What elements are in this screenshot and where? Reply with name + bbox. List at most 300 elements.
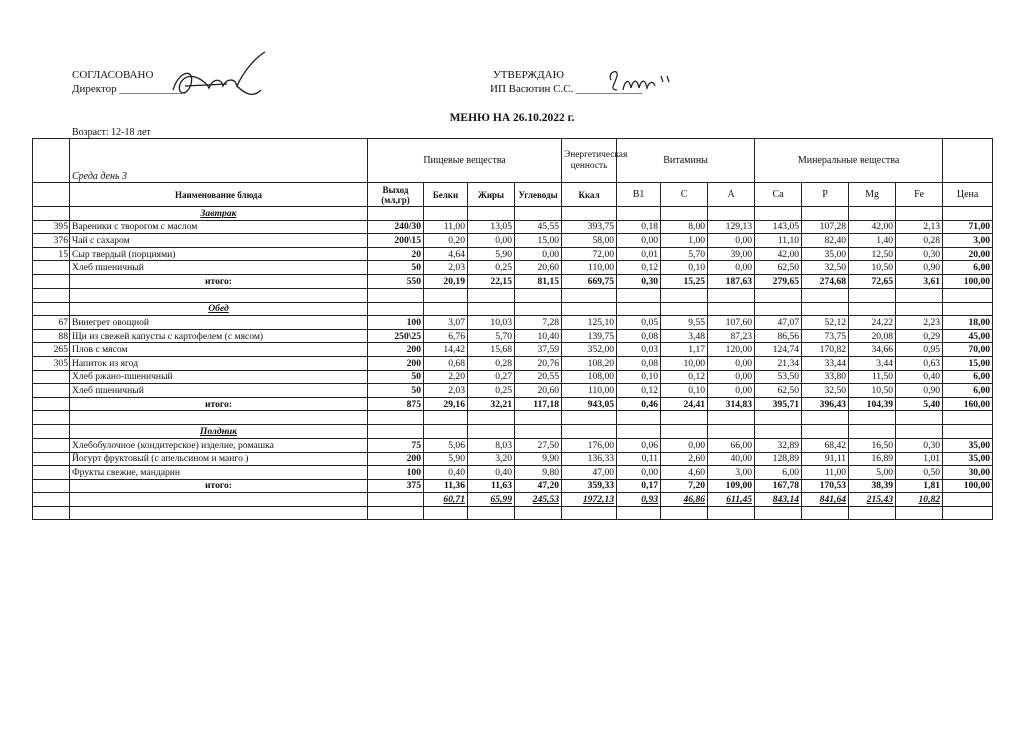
dish-ca: 53,50	[755, 370, 802, 384]
empty-cell	[617, 425, 661, 439]
dish-ph: 33,44	[802, 356, 849, 370]
empty-cell	[562, 411, 617, 425]
dish-ph: 32,50	[802, 261, 849, 275]
dish-vc: 1,17	[661, 343, 708, 357]
empty-cell	[802, 207, 849, 221]
dish-fe: 0,50	[896, 466, 943, 480]
dish-ca: 128,89	[755, 452, 802, 466]
empty-cell	[515, 302, 562, 316]
table-row	[33, 452, 993, 466]
total-f: 22,15	[468, 274, 515, 288]
dish-f: 0,28	[468, 356, 515, 370]
table-row	[33, 343, 993, 357]
dish-vc: 3,48	[661, 329, 708, 343]
empty-cell	[33, 274, 70, 288]
dish-mg: 42,00	[849, 220, 896, 234]
empty-cell	[368, 425, 424, 439]
dish-ph: 107,28	[802, 220, 849, 234]
col-header-a: A	[708, 183, 755, 207]
recipe-code: 15	[33, 247, 70, 261]
dish-price: 3,00	[943, 234, 993, 248]
dish-b1: 0,05	[617, 316, 661, 330]
col-header-name: Наименование блюда	[70, 183, 368, 207]
meal-total-row	[33, 479, 993, 493]
dish-p: 3,07	[424, 316, 468, 330]
dish-mg: 5,00	[849, 466, 896, 480]
dish-c: 15,00	[515, 234, 562, 248]
director-label: Директор ____________	[72, 83, 186, 95]
dish-name: Плов с мясом	[70, 343, 368, 357]
dish-p: 0,68	[424, 356, 468, 370]
dish-f: 8,03	[468, 438, 515, 452]
empty-cell	[424, 288, 468, 302]
dish-c: 20,60	[515, 384, 562, 398]
spacer-row	[33, 411, 993, 425]
dish-price: 6,00	[943, 370, 993, 384]
col-header-protein: Белки	[424, 183, 468, 207]
dish-mg: 24,22	[849, 316, 896, 330]
dish-f: 0,40	[468, 466, 515, 480]
dish-b1: 0,06	[617, 438, 661, 452]
dish-price: 20,00	[943, 247, 993, 261]
total-va: 187,63	[708, 274, 755, 288]
dish-b1: 0,12	[617, 384, 661, 398]
dish-va: 0,00	[708, 234, 755, 248]
col-header-fe: Fe	[896, 183, 943, 207]
dish-ph: 33,80	[802, 370, 849, 384]
grand-total-va: 611,45	[708, 493, 755, 507]
dish-b1: 0,08	[617, 356, 661, 370]
empty-cell	[896, 207, 943, 221]
dish-yield: 100	[368, 466, 424, 480]
dish-ca: 21,34	[755, 356, 802, 370]
total-f: 32,21	[468, 397, 515, 411]
total-vc: 24,41	[661, 397, 708, 411]
dish-p: 2,20	[424, 370, 468, 384]
empty-cell	[661, 302, 708, 316]
dish-kcal: 47,00	[562, 466, 617, 480]
empty-cell	[943, 411, 993, 425]
empty-cell	[661, 506, 708, 520]
table-row	[33, 438, 993, 452]
dish-name: Вареники с творогом с маслом	[70, 220, 368, 234]
dish-c: 7,28	[515, 316, 562, 330]
empty-cell	[617, 302, 661, 316]
dish-kcal: 108,20	[562, 356, 617, 370]
recipe-code: 265	[33, 343, 70, 357]
empty-cell	[562, 302, 617, 316]
total-va: 314,83	[708, 397, 755, 411]
meal-total-row	[33, 397, 993, 411]
empty-cell	[368, 506, 424, 520]
total-va: 109,00	[708, 479, 755, 493]
dish-name: Сыр твердый (порциями)	[70, 247, 368, 261]
dish-mg: 20,08	[849, 329, 896, 343]
dish-b1: 0,12	[617, 261, 661, 275]
col-header-carbs: Углеводы	[515, 183, 562, 207]
dish-c: 9,90	[515, 452, 562, 466]
empty-cell	[468, 207, 515, 221]
dish-kcal: 125,10	[562, 316, 617, 330]
dish-name: Хлебобулочное (кондитерское) изделие, ромашка	[70, 438, 368, 452]
grand-total-b1: 0,93	[617, 493, 661, 507]
empty-cell	[802, 425, 849, 439]
empty-cell	[33, 479, 70, 493]
dish-fe: 1,01	[896, 452, 943, 466]
empty-cell	[424, 425, 468, 439]
dish-fe: 0,90	[896, 261, 943, 275]
dish-p: 5,90	[424, 452, 468, 466]
total-vc: 7,20	[661, 479, 708, 493]
grand-total-f: 65,99	[468, 493, 515, 507]
table-row	[33, 466, 993, 480]
dish-ph: 11,00	[802, 466, 849, 480]
dish-c: 37,59	[515, 343, 562, 357]
grand-total-fe: 10,82	[896, 493, 943, 507]
total-f: 11,63	[468, 479, 515, 493]
empty-cell	[424, 506, 468, 520]
empty-cell	[896, 411, 943, 425]
total-b1: 0,46	[617, 397, 661, 411]
dish-yield: 200	[368, 356, 424, 370]
empty-cell	[661, 411, 708, 425]
dish-fe: 0,40	[896, 370, 943, 384]
total-price: 100,00	[943, 479, 993, 493]
dish-vc: 0,00	[661, 438, 708, 452]
empty-cell	[617, 207, 661, 221]
empty-cell	[896, 288, 943, 302]
empty-cell	[368, 302, 424, 316]
empty-cell	[755, 288, 802, 302]
empty-cell	[943, 506, 993, 520]
empty-cell	[943, 302, 993, 316]
dish-vc: 4,60	[661, 466, 708, 480]
dish-va: 0,00	[708, 356, 755, 370]
dish-c: 20,76	[515, 356, 562, 370]
total-mg: 38,39	[849, 479, 896, 493]
col-header-p: P	[802, 183, 849, 207]
recipe-code: 67	[33, 316, 70, 330]
dish-yield: 20	[368, 247, 424, 261]
empty-cell	[33, 397, 70, 411]
dish-va: 129,13	[708, 220, 755, 234]
dish-vc: 10,00	[661, 356, 708, 370]
dish-kcal: 108,00	[562, 370, 617, 384]
vitamins-group-header: Витамины	[617, 139, 755, 183]
dish-name: Хлеб пшеничный	[70, 261, 368, 275]
dish-p: 0,40	[424, 466, 468, 480]
dish-p: 0,20	[424, 234, 468, 248]
table-row	[33, 316, 993, 330]
dish-vc: 0,12	[661, 370, 708, 384]
empty-cell	[368, 411, 424, 425]
empty-cell	[849, 425, 896, 439]
empty-cell	[33, 506, 70, 520]
empty-cell	[849, 506, 896, 520]
dish-kcal: 352,00	[562, 343, 617, 357]
dish-kcal: 139,75	[562, 329, 617, 343]
approver-label: ИП Васютин С.С. ____________	[490, 83, 643, 95]
dish-ca: 124,74	[755, 343, 802, 357]
empty-cell	[755, 302, 802, 316]
dish-c: 10,40	[515, 329, 562, 343]
dish-ph: 68,42	[802, 438, 849, 452]
col-header-fat: Жиры	[468, 183, 515, 207]
empty-cell	[708, 425, 755, 439]
empty-cell	[755, 411, 802, 425]
dish-b1: 0,10	[617, 370, 661, 384]
dish-fe: 0,29	[896, 329, 943, 343]
empty-cell	[617, 411, 661, 425]
dish-vc: 8,00	[661, 220, 708, 234]
dish-ph: 91,11	[802, 452, 849, 466]
dish-yield: 200	[368, 343, 424, 357]
empty-cell	[424, 411, 468, 425]
dish-f: 13,05	[468, 220, 515, 234]
dish-c: 20,55	[515, 370, 562, 384]
agreed-label: СОГЛАСОВАНО	[72, 69, 154, 81]
dish-fe: 0,30	[896, 438, 943, 452]
dish-vc: 0,10	[661, 261, 708, 275]
dish-yield: 250\25	[368, 329, 424, 343]
dish-f: 0,00	[468, 234, 515, 248]
dish-price: 35,00	[943, 452, 993, 466]
dish-ph: 170,82	[802, 343, 849, 357]
dish-va: 0,00	[708, 261, 755, 275]
menu-table-body	[33, 207, 993, 520]
total-p: 20,19	[424, 274, 468, 288]
dish-ca: 11,10	[755, 234, 802, 248]
empty-cell	[849, 207, 896, 221]
total-b1: 0,17	[617, 479, 661, 493]
empty-cell	[755, 506, 802, 520]
dish-name: Щи из свежей капусты с картофелем (с мясом)	[70, 329, 368, 343]
empty-cell	[515, 288, 562, 302]
recipe-code: 376	[33, 234, 70, 248]
approver-signature-icon	[605, 66, 675, 96]
empty-cell	[562, 288, 617, 302]
dish-vc: 0,10	[661, 384, 708, 398]
empty-cell	[33, 411, 70, 425]
age-label: Возраст: 12-18 лет	[72, 127, 151, 138]
empty-cell	[661, 207, 708, 221]
dish-name: Фрукты свежие, мандарин	[70, 466, 368, 480]
total-yield: 550	[368, 274, 424, 288]
dish-p: 14,42	[424, 343, 468, 357]
total-mg: 72,65	[849, 274, 896, 288]
dish-ca: 143,05	[755, 220, 802, 234]
dish-ca: 62,50	[755, 384, 802, 398]
empty-cell	[515, 425, 562, 439]
menu-title: МЕНЮ НА 26.10.2022 г.	[449, 112, 575, 124]
col-header-c: C	[661, 183, 708, 207]
dish-fe: 0,30	[896, 247, 943, 261]
dish-yield: 75	[368, 438, 424, 452]
dish-c: 0,00	[515, 247, 562, 261]
grand-total-row	[33, 493, 993, 507]
empty-cell	[70, 288, 368, 302]
dish-kcal: 72,00	[562, 247, 617, 261]
dish-kcal: 176,00	[562, 438, 617, 452]
table-group-header	[33, 139, 993, 183]
dish-price: 6,00	[943, 384, 993, 398]
spacer-row	[33, 288, 993, 302]
dish-name: Винегрет овощной	[70, 316, 368, 330]
empty-cell	[562, 506, 617, 520]
empty-cell	[562, 207, 617, 221]
total-kcal: 669,75	[562, 274, 617, 288]
grand-total-kcal: 1972,13	[562, 493, 617, 507]
empty-cell	[755, 425, 802, 439]
empty-cell	[368, 288, 424, 302]
empty-cell	[515, 411, 562, 425]
empty-cell	[368, 493, 424, 507]
dish-yield: 100	[368, 316, 424, 330]
empty-cell	[468, 425, 515, 439]
total-fe: 1,81	[896, 479, 943, 493]
empty-cell	[515, 506, 562, 520]
dish-mg: 16,89	[849, 452, 896, 466]
director-role: Директор	[72, 83, 117, 95]
minerals-group-header: Минеральные вещества	[755, 139, 943, 183]
empty-cell	[943, 288, 993, 302]
dish-vc: 2,60	[661, 452, 708, 466]
dish-ph: 82,40	[802, 234, 849, 248]
total-label: итого:	[70, 397, 368, 411]
recipe-code	[33, 261, 70, 275]
meal-name: Завтрак	[70, 207, 368, 221]
dish-price: 70,00	[943, 343, 993, 357]
dish-c: 45,55	[515, 220, 562, 234]
total-ca: 279,65	[755, 274, 802, 288]
grand-total-c: 245,53	[515, 493, 562, 507]
dish-price: 30,00	[943, 466, 993, 480]
empty-cell	[468, 302, 515, 316]
empty-cell	[33, 288, 70, 302]
empty-cell	[802, 506, 849, 520]
empty-cell	[708, 506, 755, 520]
dish-f: 0,25	[468, 384, 515, 398]
dish-va: 87,23	[708, 329, 755, 343]
table-row	[33, 261, 993, 275]
dish-price: 35,00	[943, 438, 993, 452]
col-header-kcal: Ккал	[562, 183, 617, 207]
dish-ca: 47,07	[755, 316, 802, 330]
dish-yield: 50	[368, 261, 424, 275]
dish-ca: 62,50	[755, 261, 802, 275]
approver-role: ИП Васютин С.С.	[490, 83, 574, 95]
grand-total-p: 60,71	[424, 493, 468, 507]
dish-mg: 1,40	[849, 234, 896, 248]
dish-kcal: 393,75	[562, 220, 617, 234]
grand-total-ph: 841,64	[802, 493, 849, 507]
dish-va: 0,00	[708, 384, 755, 398]
dish-va: 3,00	[708, 466, 755, 480]
dish-yield: 50	[368, 370, 424, 384]
empty-cell	[424, 302, 468, 316]
dish-price: 45,00	[943, 329, 993, 343]
total-ca: 395,71	[755, 397, 802, 411]
empty-cell	[896, 425, 943, 439]
recipe-code: 395	[33, 220, 70, 234]
dish-b1: 0,00	[617, 466, 661, 480]
dish-b1: 0,01	[617, 247, 661, 261]
meal-name: Полдник	[70, 425, 368, 439]
dish-ph: 35,00	[802, 247, 849, 261]
dish-f: 5,70	[468, 329, 515, 343]
dish-name: Хлеб ржано-пшеничный	[70, 370, 368, 384]
total-yield: 875	[368, 397, 424, 411]
grand-total-ca: 843,14	[755, 493, 802, 507]
dish-f: 15,68	[468, 343, 515, 357]
spacer-row	[33, 506, 993, 520]
empty-cell	[708, 288, 755, 302]
recipe-code	[33, 438, 70, 452]
empty-cell	[70, 506, 368, 520]
empty-cell	[943, 425, 993, 439]
recipe-code	[33, 384, 70, 398]
dish-yield: 50	[368, 384, 424, 398]
dish-ph: 32,50	[802, 384, 849, 398]
total-ca: 167,78	[755, 479, 802, 493]
dish-b1: 0,03	[617, 343, 661, 357]
total-fe: 5,40	[896, 397, 943, 411]
total-c: 47,20	[515, 479, 562, 493]
empty-cell	[661, 288, 708, 302]
table-row	[33, 220, 993, 234]
dish-ca: 86,56	[755, 329, 802, 343]
empty-cell	[661, 425, 708, 439]
recipe-code: 88	[33, 329, 70, 343]
dish-fe: 0,95	[896, 343, 943, 357]
meal-header-row	[33, 425, 993, 439]
total-label: итого:	[70, 274, 368, 288]
dish-price: 6,00	[943, 261, 993, 275]
approve-label: УТВЕРЖДАЮ	[493, 69, 564, 81]
energy-group-header: Энергетическая ценность	[562, 139, 617, 183]
empty-cell	[896, 302, 943, 316]
empty-cell	[468, 506, 515, 520]
dish-kcal: 136,33	[562, 452, 617, 466]
dish-f: 10,03	[468, 316, 515, 330]
dish-mg: 16,50	[849, 438, 896, 452]
dish-c: 27,50	[515, 438, 562, 452]
empty-cell	[33, 207, 70, 221]
dish-f: 0,27	[468, 370, 515, 384]
dish-b1: 0,08	[617, 329, 661, 343]
empty-cell	[802, 288, 849, 302]
empty-cell	[33, 493, 70, 507]
total-label: итого:	[70, 479, 368, 493]
meal-header-row	[33, 302, 993, 316]
dish-va: 40,00	[708, 452, 755, 466]
col-header-yield: Выход (мл,гр)	[368, 183, 424, 207]
dish-p: 2,03	[424, 261, 468, 275]
dish-vc: 9,55	[661, 316, 708, 330]
dish-mg: 34,66	[849, 343, 896, 357]
total-price: 160,00	[943, 397, 993, 411]
dish-kcal: 110,00	[562, 384, 617, 398]
empty-cell	[943, 493, 993, 507]
table-row	[33, 247, 993, 261]
empty-cell	[896, 506, 943, 520]
dish-mg: 10,50	[849, 384, 896, 398]
table-row	[33, 234, 993, 248]
total-ph: 170,53	[802, 479, 849, 493]
total-fe: 3,61	[896, 274, 943, 288]
empty-cell	[708, 207, 755, 221]
total-c: 117,18	[515, 397, 562, 411]
